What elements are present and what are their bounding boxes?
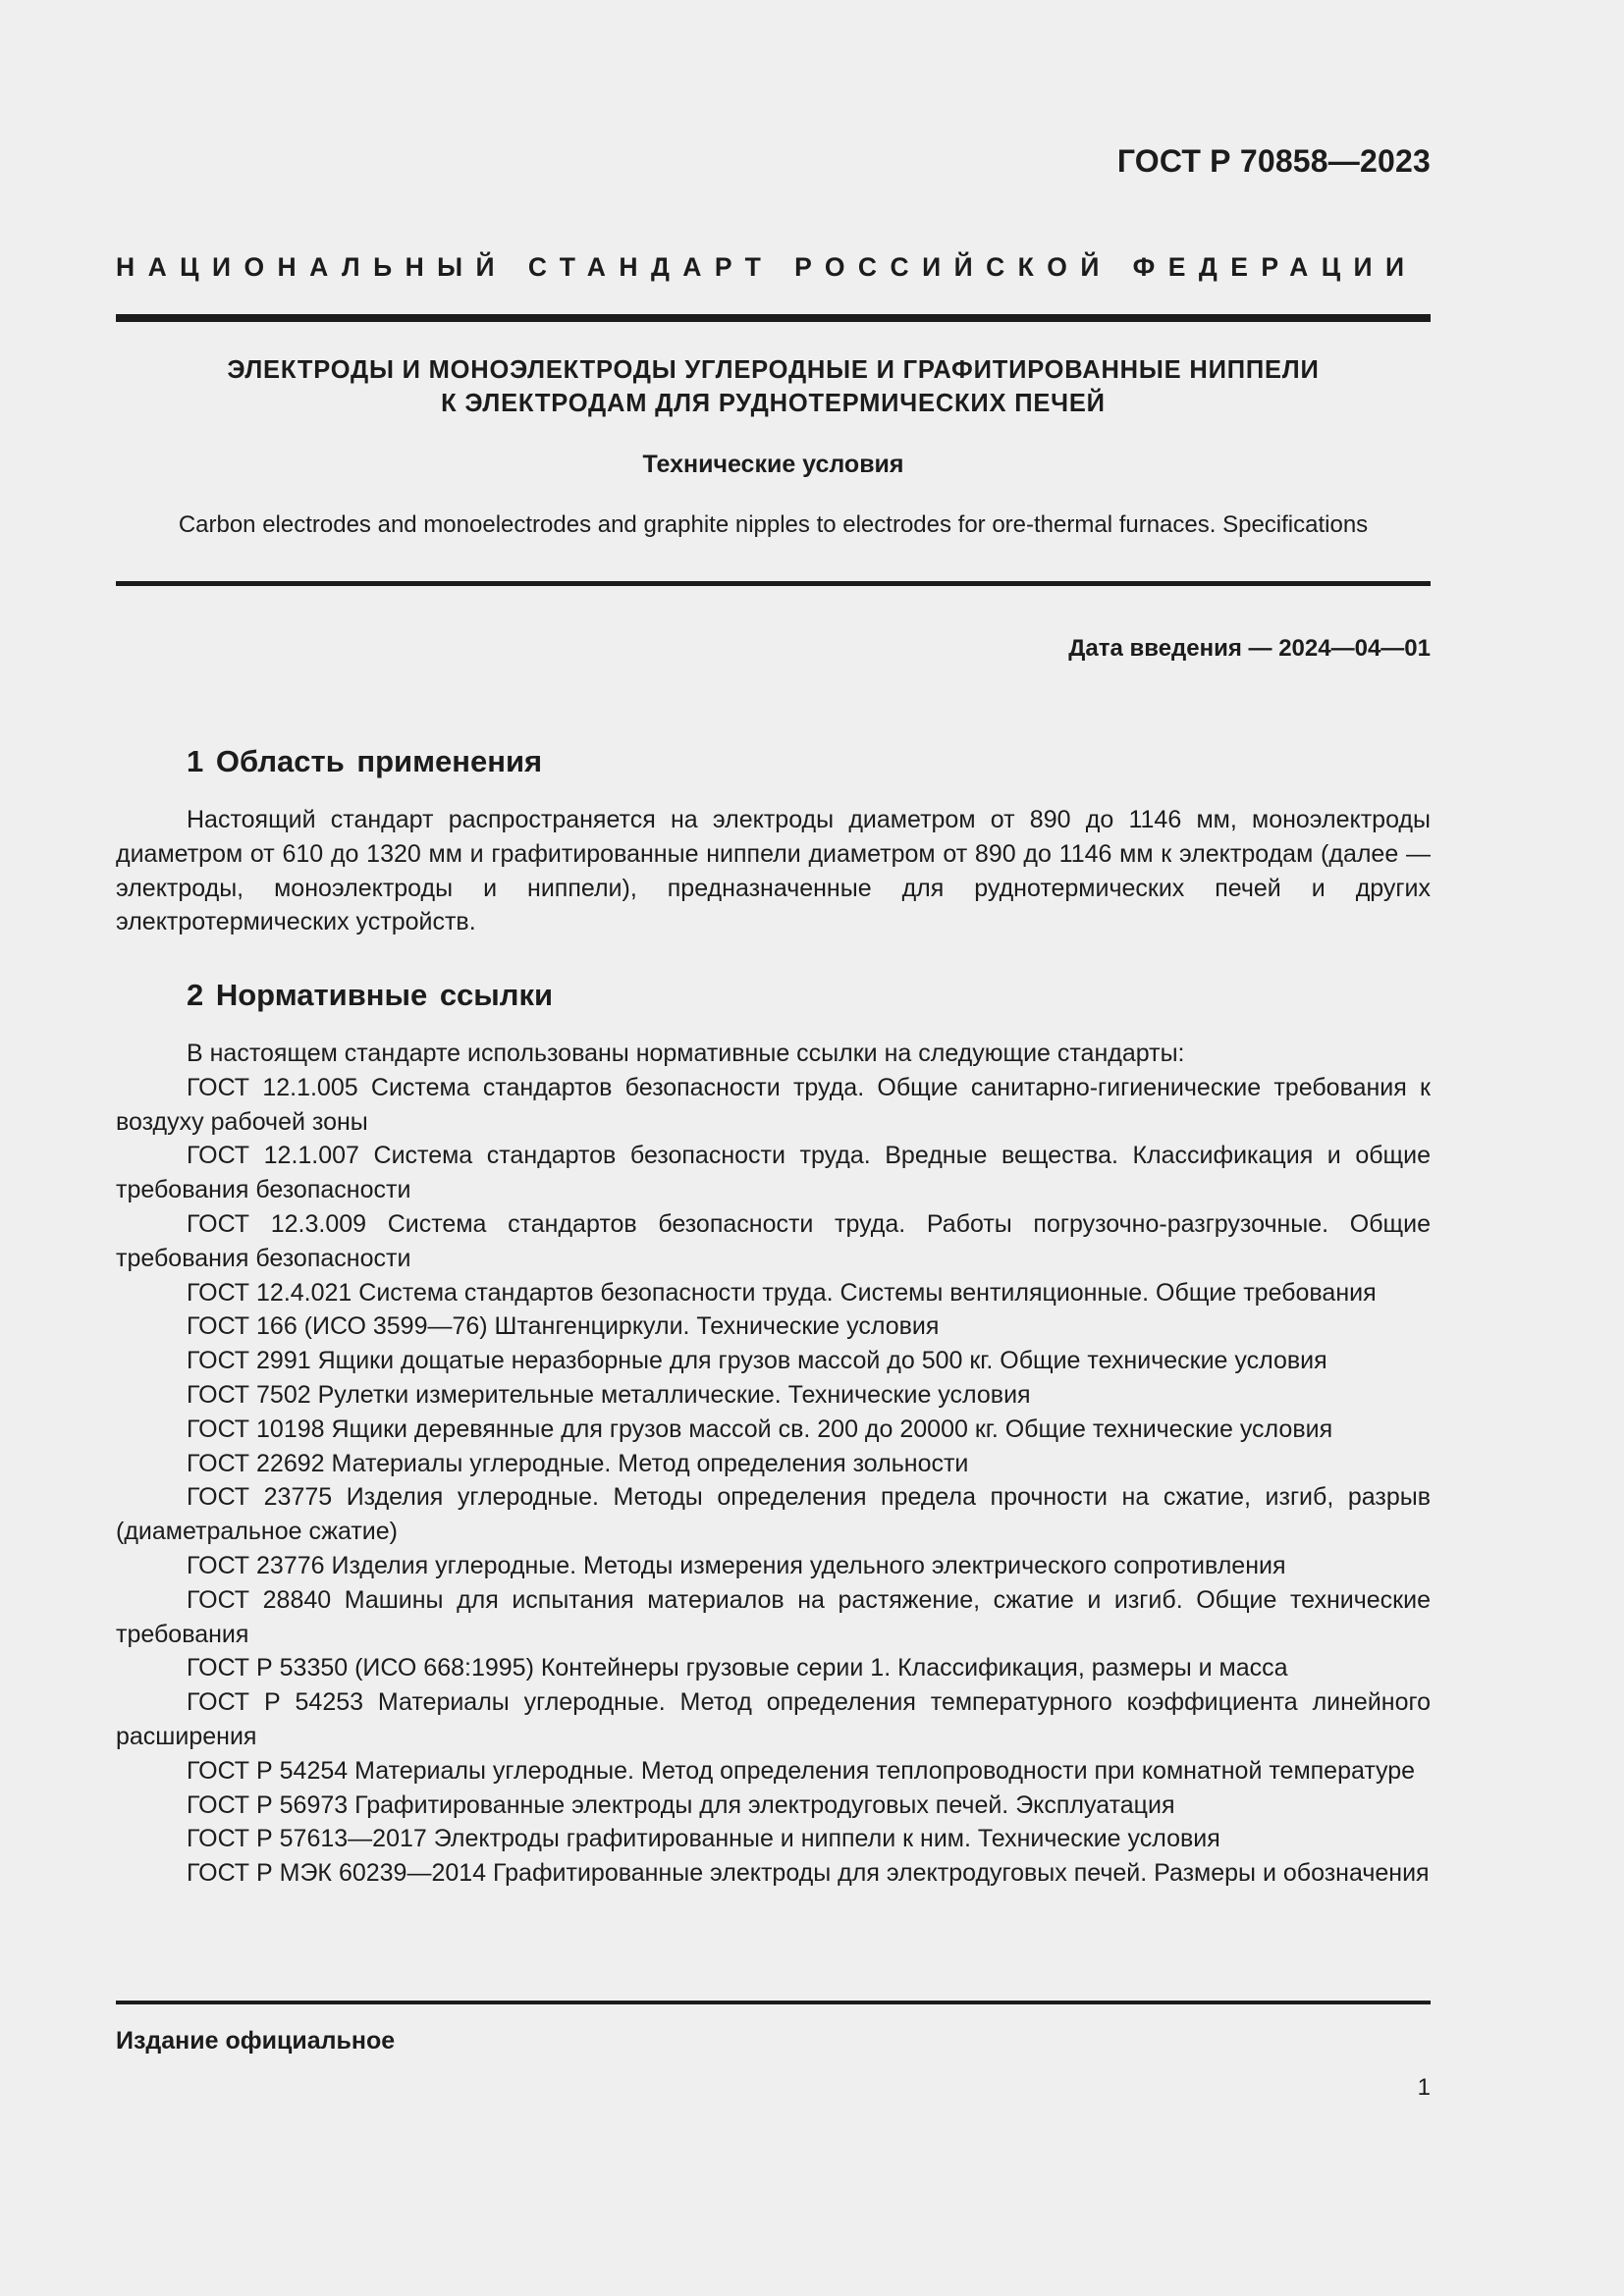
reference-item: ГОСТ 23776 Изделия углеродные. Методы измерения удельного электрического сопротивления [187,1551,1286,1579]
paragraph: Настоящий стандарт распространяется на электроды диаметром от 890 до 1146 мм, моноэлектроды диаметром от 610 до 1320 мм и графитированные ниппели диаметром от 890 до 1146 мм к электродам (далее — электроды, моноэлектроды и ниппели), предназначенные для руднотермических печей и других электротермических устройств. [116,806,1431,936]
reference-item: ГОСТ 12.3.009 Система стандартов безопасности труда. Работы погрузочно-разгрузочные. Общие требования безопасности [116,1209,1431,1272]
english-title: Carbon electrodes and monoelectrodes and graphite nipples to electrodes for ore-thermal furnaces. Specifications [178,511,1369,538]
reference-item: ГОСТ 12.4.021 Система стандартов безопасности труда. Системы вентиляционные. Общие требования [187,1278,1377,1307]
title-line-1: ЭЛЕКТРОДЫ И МОНОЭЛЕКТРОДЫ УГЛЕРОДНЫЕ И ГРАФИТИРОВАННЫЕ НИППЕЛИ [227,356,1320,384]
section-heading-scope: 1 Область применения [187,744,543,778]
reference-item: ГОСТ 166 (ИСО 3599—76) Штангенциркули. Технические условия [187,1312,940,1341]
edition-label: Издание официальное [116,2027,396,2055]
footer-divider [116,2001,1431,2004]
reference-item: ГОСТ Р 53350 (ИСО 668:1995) Контейнеры грузовые серии 1. Классификация, размеры и масса [187,1654,1288,1682]
national-standard-banner: НАЦИОНАЛЬНЫЙ СТАНДАРТ РОССИЙСКОЙ ФЕДЕРАЦИИ [116,252,1418,282]
document-page [116,0,1431,2296]
reference-item: ГОСТ 12.1.005 Система стандартов безопасности труда. Общие санитарно-гигиенические требования к воздуху рабочей зоны [116,1073,1431,1136]
page-number: 1 [1417,2074,1431,2101]
introduction-date: Дата введения — 2024—04—01 [1068,635,1431,662]
reference-item: ГОСТ Р 54254 Материалы углеродные. Метод определения теплопроводности при комнатной температуре [187,1756,1416,1785]
reference-item: ГОСТ 2991 Ящики дощатые неразборные для грузов массой до 500 кг. Общие технические условия [187,1347,1327,1375]
reference-item: ГОСТ 23775 Изделия углеродные. Методы определения предела прочности на сжатие, изгиб, разрыв (диаметральное сжатие) [116,1483,1431,1546]
paragraph: В настоящем стандарте использованы нормативные ссылки на следующие стандарты: [187,1040,1185,1067]
reference-item: ГОСТ 10198 Ящики деревянные для грузов массой св. 200 до 20000 кг. Общие технические условия [187,1415,1333,1443]
title-divider [116,581,1431,586]
reference-item: ГОСТ 7502 Рулетки измерительные металлические. Технические условия [187,1380,1031,1409]
title-line-2: К ЭЛЕКТРОДАМ ДЛЯ РУДНОТЕРМИЧЕСКИХ ПЕЧЕЙ [441,390,1106,417]
reference-item: ГОСТ Р 54253 Материалы углеродные. Метод определения температурного коэффициента линейного расширения [116,1688,1431,1750]
top-divider [116,314,1431,322]
document-code: ГОСТ Р 70858—2023 [1116,143,1431,179]
section-body-references [116,1037,1431,1891]
reference-item: ГОСТ Р 57613—2017 Электроды графитированные и ниппели к ним. Технические условия [187,1825,1220,1853]
section-heading-references: 2 Нормативные ссылки [187,978,554,1012]
section-body-scope [116,803,1431,939]
reference-item: ГОСТ 22692 Материалы углеродные. Метод определения зольности [187,1449,969,1477]
reference-item: ГОСТ 12.1.007 Система стандартов безопасности труда. Вредные вещества. Классификация и общие требования безопасности [116,1142,1431,1204]
reference-item: ГОСТ Р МЭК 60239—2014 Графитированные электроды для электродуговых печей. Размеры и обозначения [187,1859,1430,1888]
document-title [116,353,1431,420]
reference-item: ГОСТ Р 56973 Графитированные электроды для электродуговых печей. Эксплуатация [187,1790,1175,1819]
document-subtitle: Технические условия [642,451,904,478]
reference-item: ГОСТ 28840 Машины для испытания материалов на растяжение, сжатие и изгиб. Общие технические требования [116,1585,1431,1648]
